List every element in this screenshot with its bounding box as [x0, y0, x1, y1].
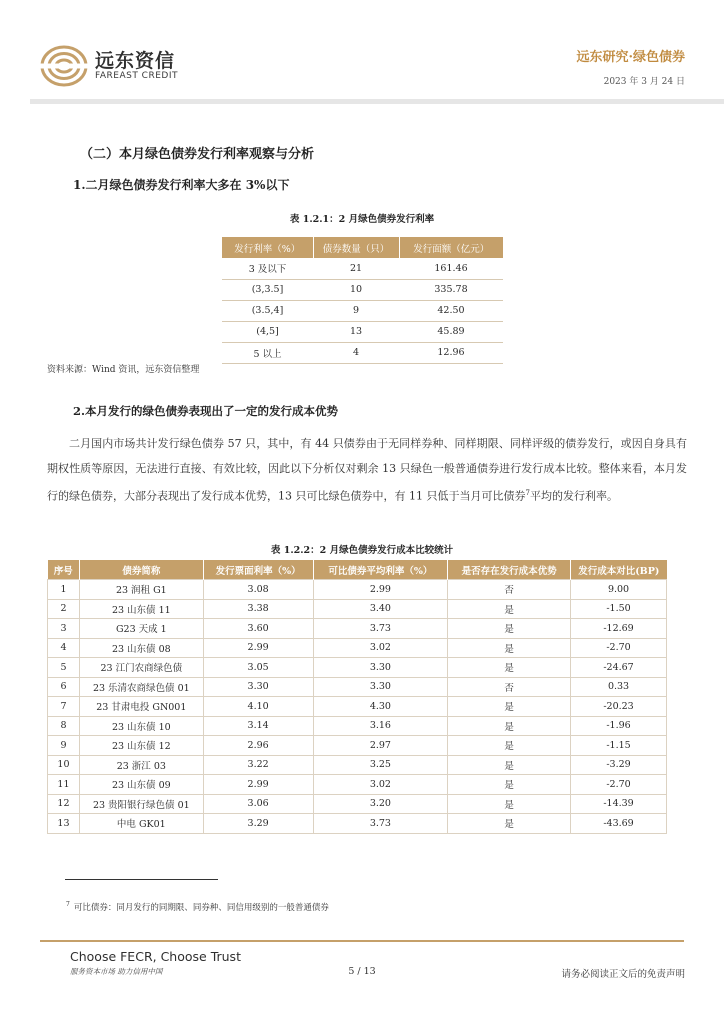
table-cell: 23 山东债 12	[79, 736, 203, 756]
subsection-heading-1: 1.二月绿色债券发行利率大多在 3%以下	[73, 178, 290, 192]
column-header: 发行成本对比(BP)	[571, 560, 667, 580]
table-cell: 23 润租 G1	[79, 580, 203, 600]
table-cell: 3.16	[313, 716, 448, 736]
table-cell: 3.73	[313, 619, 448, 639]
report-date: 2023 年 3 月 24 日	[603, 77, 685, 87]
table-row	[222, 258, 503, 279]
table-cell: 7	[48, 697, 80, 717]
table-cell: 3.08	[203, 580, 313, 600]
table-cell: 23 浙江 03	[79, 755, 203, 775]
table-cell: 3.22	[203, 755, 313, 775]
table-row	[222, 279, 503, 300]
table-cell: 2	[48, 599, 80, 619]
column-header: 债券简称	[79, 560, 203, 580]
table-cell: 3 及以下	[222, 258, 313, 279]
table-cell: 45.89	[399, 321, 503, 342]
table-row	[222, 342, 503, 363]
table-cell: -3.29	[571, 755, 667, 775]
table-cell: 是	[448, 697, 571, 717]
fecr-logo	[40, 44, 180, 88]
table-row	[48, 794, 667, 814]
table-cell: 3.38	[203, 599, 313, 619]
table1-caption: 表 1.2.1：2 月绿色债券发行利率	[289, 214, 435, 225]
table-cell: 3.30	[203, 677, 313, 697]
table-cell: 3.05	[203, 658, 313, 678]
table-cell: 2.99	[203, 775, 313, 795]
column-header: 发行面额（亿元）	[399, 237, 503, 258]
footnote-text: 可比债券：同月发行的同期限、同券种、同信用级别的一般普通债券	[73, 903, 329, 913]
table-cell: 3.02	[313, 775, 448, 795]
column-header: 是否存在发行成本优势	[448, 560, 571, 580]
table-cell: 3.20	[313, 794, 448, 814]
table-cell: 3.73	[313, 814, 448, 834]
table-cell: -1.96	[571, 716, 667, 736]
table-cell: 3	[48, 619, 80, 639]
disclaimer-note: 请务必阅读正文后的免责声明	[561, 969, 685, 980]
footer-divider	[40, 940, 684, 942]
column-header: 发行利率（%）	[222, 237, 313, 258]
table-cell: -2.70	[571, 638, 667, 658]
table-cell: 3.60	[203, 619, 313, 639]
table-cell: 3.02	[313, 638, 448, 658]
table-cell: 23 贵阳银行绿色债 01	[79, 794, 203, 814]
footnote-divider	[65, 879, 218, 880]
table-row	[48, 814, 667, 834]
table-cell: 是	[448, 619, 571, 639]
table-cell: 6	[48, 677, 80, 697]
table-cell: 3.06	[203, 794, 313, 814]
table-cell: 11	[48, 775, 80, 795]
table-cell: 23 甘肃电投 GN001	[79, 697, 203, 717]
table-cell: -24.67	[571, 658, 667, 678]
footnote-number: 7	[66, 901, 70, 909]
table-cell: -14.39	[571, 794, 667, 814]
table-cell: 是	[448, 716, 571, 736]
table-cell: 23 山东债 08	[79, 638, 203, 658]
table-row	[48, 599, 667, 619]
table-cell: 4.10	[203, 697, 313, 717]
table-cell: 23 山东债 10	[79, 716, 203, 736]
table-cell: 是	[448, 794, 571, 814]
table-row	[222, 300, 503, 321]
table-cell: 8	[48, 716, 80, 736]
table-cell: 1	[48, 580, 80, 600]
table-cell: 是	[448, 814, 571, 834]
table-row	[48, 775, 667, 795]
table-cell: 是	[448, 755, 571, 775]
table-cell: 23 山东债 11	[79, 599, 203, 619]
table2-caption: 表 1.2.2：2 月绿色债券发行成本比较统计	[270, 545, 454, 556]
table-cell: 13	[313, 321, 399, 342]
table-row	[222, 321, 503, 342]
table-cell: 10	[313, 279, 399, 300]
table-cell: 4	[48, 638, 80, 658]
table-cell: 4	[313, 342, 399, 363]
footnote	[66, 901, 329, 913]
table-cell: -2.70	[571, 775, 667, 795]
column-header: 债券数量（只）	[313, 237, 399, 258]
body-paragraph	[47, 432, 687, 509]
table-cell: 2.97	[313, 736, 448, 756]
report-series-title: 远东研究·绿色债券	[576, 50, 685, 65]
footer-subslogan: 服务资本市场 助力信用中国	[70, 967, 163, 976]
table-cell: 是	[448, 599, 571, 619]
issuance-rate-table	[222, 237, 503, 364]
table-cell: 否	[448, 677, 571, 697]
table-cell: 3.25	[313, 755, 448, 775]
table-cell: 是	[448, 658, 571, 678]
table-cell: G23 天成 1	[79, 619, 203, 639]
table-cell: 9	[313, 300, 399, 321]
logo-text-en: FAREAST CREDIT	[95, 71, 178, 81]
table-cell: 3.29	[203, 814, 313, 834]
column-header: 序号	[48, 560, 80, 580]
table-row	[48, 697, 667, 717]
table-row	[48, 755, 667, 775]
table-cell: 23 江门农商绿色债	[79, 658, 203, 678]
column-header: 可比债券平均利率（%）	[313, 560, 448, 580]
table-row	[48, 619, 667, 639]
table-cell: 是	[448, 736, 571, 756]
table-row	[48, 580, 667, 600]
paragraph-text: 二月国内市场共计发行绿色债券 57 只，其中，有 44 只债券由于无同样券种、同样期限、同样评级的债券发行，或因自身具有期权性质等原因，无法进行直接、有效比较，因此以下分析仅对剩余 13 只绿色一般普通债券进行发行成本比较。整体来看，本月发行的绿色债券，大部分表现出了发行成本优势，13 只可比绿色债券中，有 11 只低于当月可比债券	[47, 437, 687, 503]
table-cell: 335.78	[399, 279, 503, 300]
table-row	[48, 716, 667, 736]
table-cell: 5 以上	[222, 342, 313, 363]
table-cell: 21	[313, 258, 399, 279]
table-cell: (3,3.5]	[222, 279, 313, 300]
subsection-heading-2: 2.本月发行的绿色债券表现出了一定的发行成本优势	[73, 404, 339, 418]
table-cell: 9	[48, 736, 80, 756]
table-cell: 2.99	[313, 580, 448, 600]
table-cell: 2.99	[203, 638, 313, 658]
table-cell: 12	[48, 794, 80, 814]
table-body	[48, 580, 667, 834]
table-cell: 23 山东债 09	[79, 775, 203, 795]
table-row	[48, 638, 667, 658]
logo-mark-icon	[40, 44, 88, 88]
table-row	[48, 658, 667, 678]
table-cell: -12.69	[571, 619, 667, 639]
table-cell: 中电 GK01	[79, 814, 203, 834]
table-cell: -1.15	[571, 736, 667, 756]
table-cell: 10	[48, 755, 80, 775]
table-cell: (3.5,4]	[222, 300, 313, 321]
table-cell: 9.00	[571, 580, 667, 600]
table-header-row	[48, 560, 667, 580]
table-cell: 否	[448, 580, 571, 600]
header-divider	[30, 99, 724, 104]
table-cell: 42.50	[399, 300, 503, 321]
header-right	[576, 46, 685, 87]
table-cell: 4.30	[313, 697, 448, 717]
page-header	[0, 0, 724, 104]
table-cell: 13	[48, 814, 80, 834]
page-number: 5 / 13	[348, 966, 376, 977]
table-cell: 3.14	[203, 716, 313, 736]
table-cell: 5	[48, 658, 80, 678]
paragraph-text-end: 平均的发行利率。	[529, 489, 618, 503]
table-cell: 161.46	[399, 258, 503, 279]
cost-comparison-table	[47, 560, 667, 834]
table-cell: -1.50	[571, 599, 667, 619]
table-cell: 12.96	[399, 342, 503, 363]
table-row	[48, 677, 667, 697]
table-row	[48, 736, 667, 756]
table-header-row	[222, 237, 503, 258]
table-cell: 3.40	[313, 599, 448, 619]
section-heading: （二）本月绿色债券发行利率观察与分析	[80, 147, 315, 162]
footer-slogan: Choose FECR, Choose Trust	[70, 949, 241, 964]
table-cell: 23 乐清农商绿色债 01	[79, 677, 203, 697]
table-cell: 是	[448, 638, 571, 658]
table-cell: 是	[448, 775, 571, 795]
table-cell: 0.33	[571, 677, 667, 697]
table-cell: 3.30	[313, 658, 448, 678]
logo-text-cn: 远东资信	[95, 50, 176, 72]
table-cell: 2.96	[203, 736, 313, 756]
table-cell: -43.69	[571, 814, 667, 834]
table-cell: 3.30	[313, 677, 448, 697]
column-header: 发行票面利率（%）	[203, 560, 313, 580]
footnote-ref: 7	[525, 489, 530, 497]
data-source-note: 资料来源：Wind 资讯，远东资信整理	[47, 365, 200, 375]
table-cell: (4,5]	[222, 321, 313, 342]
table-cell: -20.23	[571, 697, 667, 717]
